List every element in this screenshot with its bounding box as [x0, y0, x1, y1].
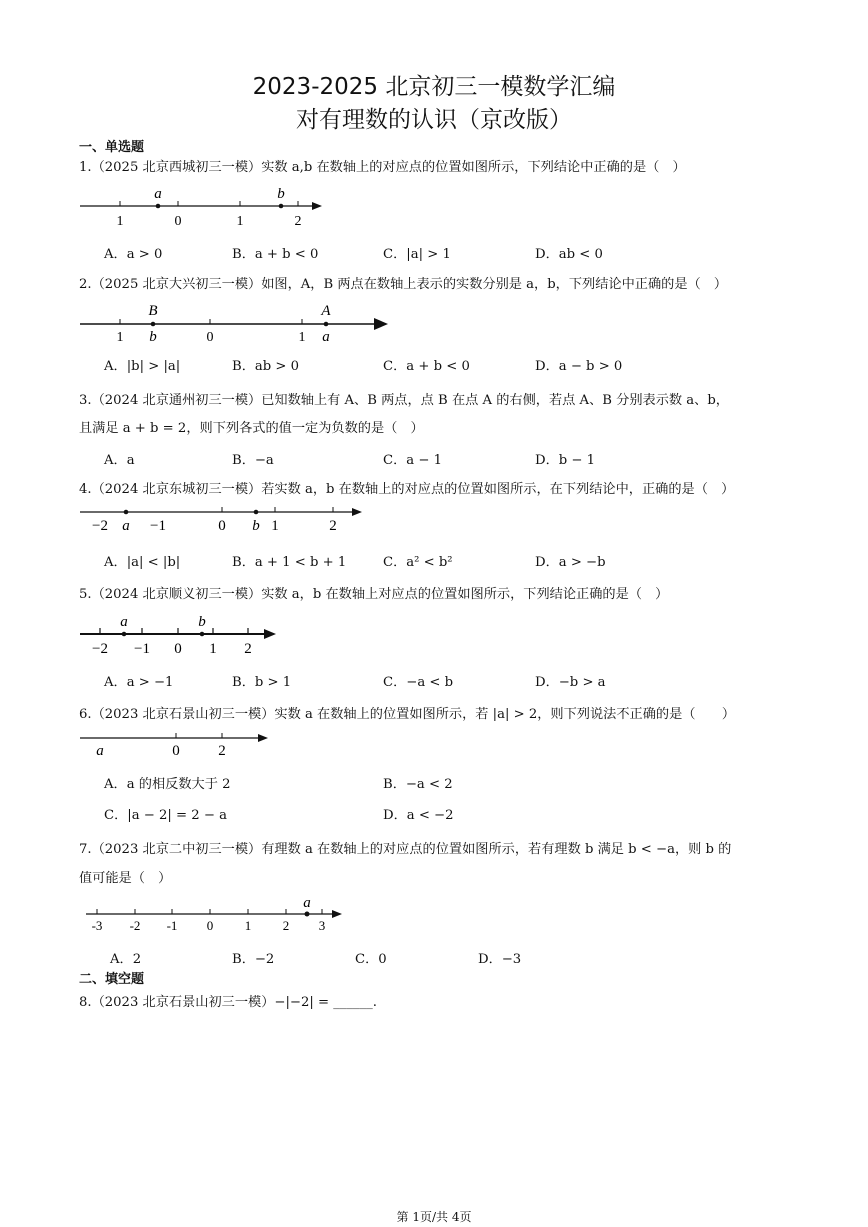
question-6-number-line	[78, 728, 278, 762]
question-5-number-line	[78, 610, 288, 658]
question-2-text: 2.（2025 北京大兴初三一模）如图，A，B 两点在数轴上表示的实数分别是 a，b，下列结论中正确的是（ ）	[79, 277, 728, 292]
q2-option-c: C．a + b < 0	[383, 359, 470, 374]
q6-option-c: C．|a − 2| = 2 − a	[104, 808, 227, 823]
tick-label: 2	[244, 641, 252, 657]
tick-label: −1	[134, 641, 150, 657]
q3-option-b: B．−a	[232, 453, 274, 468]
tick-label: 0	[174, 641, 182, 657]
q7-option-a: A．2	[110, 952, 142, 967]
tick-label: 1	[244, 918, 252, 933]
q4-option-c: C．a² < b²	[383, 555, 453, 570]
point-label-b: b	[198, 614, 206, 630]
tick-label: −2	[92, 518, 108, 534]
q5-option-b: B．b > 1	[232, 675, 292, 690]
point-label-A: A	[321, 303, 331, 319]
question-2-number-line	[78, 298, 398, 346]
q2-option-a: A．|b| > |a|	[104, 359, 181, 374]
point-label-a: a	[96, 743, 104, 759]
section-heading-fill-blank: 二、填空题	[79, 972, 145, 987]
q1-option-d: D．ab < 0	[535, 247, 603, 262]
tick-label: 2	[218, 743, 226, 759]
q1-option-b: B．a + b < 0	[232, 247, 319, 262]
q3-option-c: C．a − 1	[383, 453, 442, 468]
q3-option-a: A．a	[104, 453, 135, 468]
tick-label: 1	[236, 214, 244, 229]
point-value-b: b	[149, 329, 157, 345]
question-3-text-line1: 3.（2024 北京通州初三一模）已知数轴上有 A、B 两点，点 B 在点 A 的右侧，若点 A、B 分别表示数 a、b，	[79, 393, 729, 408]
section-heading-single-choice: 一、单选题	[79, 140, 145, 155]
point-label-a: a	[120, 614, 128, 630]
q1-option-a: A．a > 0	[104, 247, 163, 262]
question-7-text-line1: 7.（2023 北京二中初三一模）有理数 a 在数轴上的对应点的位置如图所示，若有理数 b 满足 b < −a，则 b 的	[79, 842, 732, 857]
question-6-text: 6.（2023 北京石景山初三一模）实数 a 在数轴上的位置如图所示，若 |a| > 2，则下列说法不正确的是（ ）	[79, 707, 736, 722]
question-7-number-line	[78, 894, 358, 936]
question-7-text-line2: 值可能是（ ）	[79, 871, 172, 886]
tick-label: −2	[92, 641, 108, 657]
point-label-a: a	[122, 518, 130, 534]
q3-option-d: D．b − 1	[535, 453, 596, 468]
tick-label: -1	[166, 918, 178, 933]
point-label-b: b	[277, 186, 285, 202]
page-footer: 第 1页/共 4页	[396, 1210, 472, 1224]
tick-label: 2	[294, 214, 302, 229]
q4-option-a: A．|a| < |b|	[104, 555, 181, 570]
tick-label: 0	[206, 330, 214, 345]
tick-label: 2	[282, 918, 290, 933]
tick-label: -3	[91, 918, 103, 933]
tick-label: -2	[129, 918, 141, 933]
q2-option-b: B．ab > 0	[232, 359, 300, 374]
question-3-text-line2: 且满足 a + b = 2，则下列各式的值一定为负数的是（ ）	[79, 421, 424, 436]
q5-option-a: A．a > −1	[104, 675, 174, 690]
question-5-text: 5.（2024 北京顺义初三一模）实数 a，b 在数轴上对应点的位置如图所示，下列结论正确的是（ ）	[79, 587, 669, 602]
page-title: 2023-2025 北京初三一模数学汇编	[252, 74, 616, 100]
q4-option-b: B．a + 1 < b + 1	[232, 555, 347, 570]
q7-option-b: B．−2	[232, 952, 275, 967]
point-label-a: a	[303, 895, 311, 911]
point-label-a: a	[154, 186, 162, 202]
tick-label: 2	[329, 518, 337, 534]
tick-label: 1	[271, 518, 279, 534]
tick-label: 0	[218, 518, 226, 534]
question-1-number-line	[78, 182, 328, 230]
page-subtitle: 对有理数的认识（京改版）	[296, 107, 572, 133]
tick-label: 1	[116, 214, 124, 229]
tick-label: 0	[174, 214, 182, 229]
tick-label: −1	[150, 518, 166, 534]
tick-label: 1	[116, 330, 124, 345]
q6-option-b: B．−a < 2	[383, 777, 453, 792]
q7-option-c: C．0	[355, 952, 387, 967]
q1-option-c: C．|a| > 1	[383, 247, 451, 262]
tick-label: 3	[318, 918, 326, 933]
tick-label: 1	[209, 641, 217, 657]
point-label-B: B	[148, 303, 158, 319]
point-label-b: b	[252, 518, 260, 534]
q5-option-c: C．−a < b	[383, 675, 454, 690]
tick-label: 0	[206, 918, 214, 933]
question-1-text: 1.（2025 北京西城初三一模）实数 a,b 在数轴上的对应点的位置如图所示，下列结论中正确的是（ ）	[79, 160, 686, 175]
q7-option-d: D．−3	[478, 952, 522, 967]
question-4-text: 4.（2024 北京东城初三一模）若实数 a，b 在数轴上的对应点的位置如图所示，在下列结论中，正确的是（ ）	[79, 482, 735, 497]
question-4-number-line	[78, 500, 368, 538]
q4-option-d: D．a > −b	[535, 555, 606, 570]
q6-option-a: A．a 的相反数大于 2	[104, 777, 231, 792]
point-value-a: a	[322, 329, 330, 345]
tick-label: 1	[298, 330, 306, 345]
q2-option-d: D．a − b > 0	[535, 359, 623, 374]
q6-option-d: D．a < −2	[383, 808, 454, 823]
question-8-text: 8.（2023 北京石景山初三一模）−|−2| = ______.	[79, 995, 377, 1010]
q5-option-d: D．−b > a	[535, 675, 606, 690]
tick-label: 0	[172, 743, 180, 759]
